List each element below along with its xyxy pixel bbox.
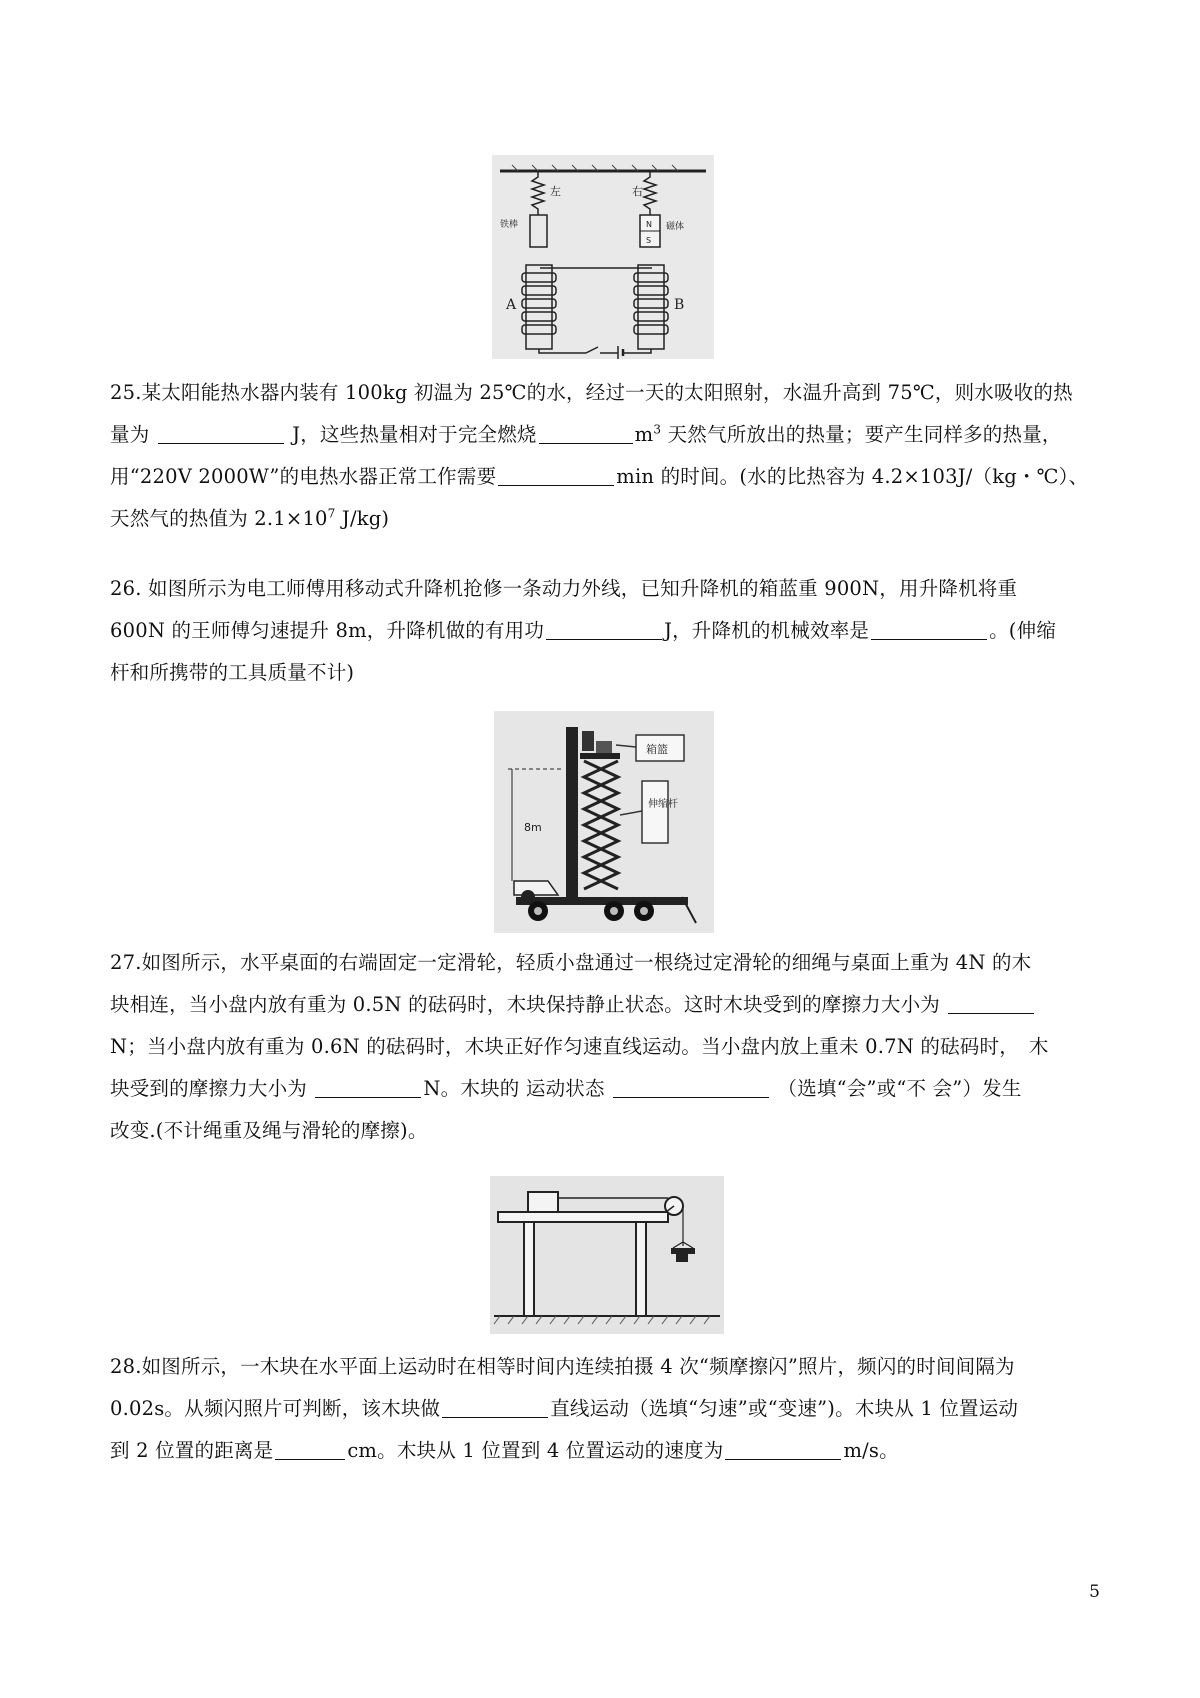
q26-line-1 [110,568,1098,610]
q26-line-3 [110,652,1098,694]
q28-blank-3[interactable] [725,1439,841,1460]
q25-text-2a: 量为 [110,423,150,446]
q25-text-2d: 天然气所放出的热量；要产生同样多的热量， [667,423,1062,446]
q25-text-3b: min 的时间。(水的比热容为 4.2×103J/（kg・℃）、 [616,465,1089,488]
label-iron-rod: 铁棒 [500,220,519,230]
figure-electromagnets [492,155,714,359]
q27-text-3: N；当小盘内放有重为 0.6N 的砝码时，木块正好作匀速直线运动。当小盘内放上重未 0.7N 的砝码时， 木 [110,1035,1049,1058]
label-n-pole: N [646,220,652,229]
q25-line-4 [110,498,1098,540]
q26-blank-2[interactable] [871,619,987,640]
question-25 [110,372,1098,540]
q27-blank-1[interactable] [948,993,1034,1014]
q25-text-2b: J，这些热量相对于完全燃烧 [292,423,537,446]
q28-text-3c: m/s。 [843,1439,899,1462]
q28-text-2a: 0.02s。从频闪照片可判断，该木块做 [110,1397,441,1420]
label-right: 右 [632,185,643,198]
q27-line-3 [110,1026,1098,1068]
q25-line-1 [110,372,1098,414]
q26-line-2 [110,610,1098,652]
q26-blank-1[interactable] [546,619,662,640]
q25-text-4b: J/kg) [341,507,390,530]
page-number: 5 [1089,1582,1100,1602]
q28-blank-2[interactable] [275,1439,345,1460]
label-height: 8m [524,821,542,834]
label-a: A [506,297,517,313]
figure-lift-drawing [494,711,714,933]
q28-text-2b: 直线运动（选填“匀速”或“变速”)。木块从 1 位置运动 [550,1397,1019,1420]
q26-text-1: 26. 如图所示为电工师傅用移动式升降机抢修一条动力外线，已知升降机的箱蓝重 900N，用升降机将重 [110,577,1018,600]
q28-text-3b: cm。木块从 1 位置到 4 位置运动的速度为 [347,1439,724,1462]
q28-text-3a: 到 2 位置的距离是 [110,1439,274,1462]
q28-line-3 [110,1430,1098,1472]
q27-line-4 [110,1068,1098,1110]
label-s-pole: S [646,236,652,245]
q25-blank-1[interactable] [158,423,284,444]
q27-text-4a: 块受到的摩擦力大小为 [110,1077,308,1100]
label-left: 左 [550,185,561,198]
q26-text-2b: J，升降机的机械效率是 [664,619,870,642]
question-26 [110,568,1098,694]
q25-text-4a: 天然气的热值为 2.1×10 [110,507,328,530]
q25-line-3 [110,456,1098,498]
figure-table-pulley [490,1176,724,1334]
label-b: B [674,297,685,313]
label-telescopic-rod: 伸缩杆 [648,799,678,810]
q25-text-2c: m [634,423,654,446]
q25-text-1: 25.某太阳能热水器内装有 100kg 初温为 25℃的水，经过一天的太阳照射，水温升高到 75℃，则水吸收的热 [110,381,1073,404]
question-28 [110,1346,1098,1472]
q27-text-2a: 块相连，当小盘内放有重为 0.5N 的砝码时，木块保持静止状态。这时木块受到的摩擦力大小为 [110,993,940,1016]
question-27 [110,942,1098,1152]
q27-text-4b: N。木块的 运动状态 [423,1077,605,1100]
label-magnet: 磁体 [666,222,685,232]
q28-line-2 [110,1388,1098,1430]
q27-text-1: 27.如图所示，水平桌面的右端固定一定滑轮，轻质小盘通过一根绕过定滑轮的细绳与桌面上重为 4N 的木 [110,951,1032,974]
q25-superscript-7: 7 [327,506,336,521]
q27-line-1 [110,942,1098,984]
q25-line-2 [110,414,1098,456]
q26-text-2a: 600N 的王师傅匀速提升 8m，升降机做的有用功 [110,619,545,642]
q26-text-2c: 。(伸缩 [989,619,1057,642]
figure-table-pulley-drawing [490,1176,724,1334]
q25-superscript-3: 3 [653,422,662,437]
q28-text-1: 28.如图所示，一木块在水平面上运动时在相等时间内连续拍摄 4 次“频摩擦闪”照片，频闪的时间间隔为 [110,1355,1015,1378]
figure-lift [494,711,714,933]
q27-text-4c: （选填“会”或“不 会”）发生 [777,1077,1022,1100]
label-cage: 箱篮 [646,743,668,756]
q28-blank-1[interactable] [442,1397,548,1418]
figure-electromagnets-drawing [492,155,714,359]
q26-text-3: 杆和所携带的工具质量不计) [110,661,355,684]
q28-line-1 [110,1346,1098,1388]
q27-line-5 [110,1110,1098,1152]
q27-blank-3[interactable] [613,1077,769,1098]
q25-blank-3[interactable] [498,465,614,486]
q27-blank-2[interactable] [315,1077,421,1098]
q27-line-2 [110,984,1098,1026]
q25-blank-2[interactable] [539,423,633,444]
q25-text-3a: 用“220V 2000W”的电热水器正常工作需要 [110,465,497,488]
q27-text-5: 改变.(不计绳重及绳与滑轮的摩擦)。 [110,1119,428,1142]
